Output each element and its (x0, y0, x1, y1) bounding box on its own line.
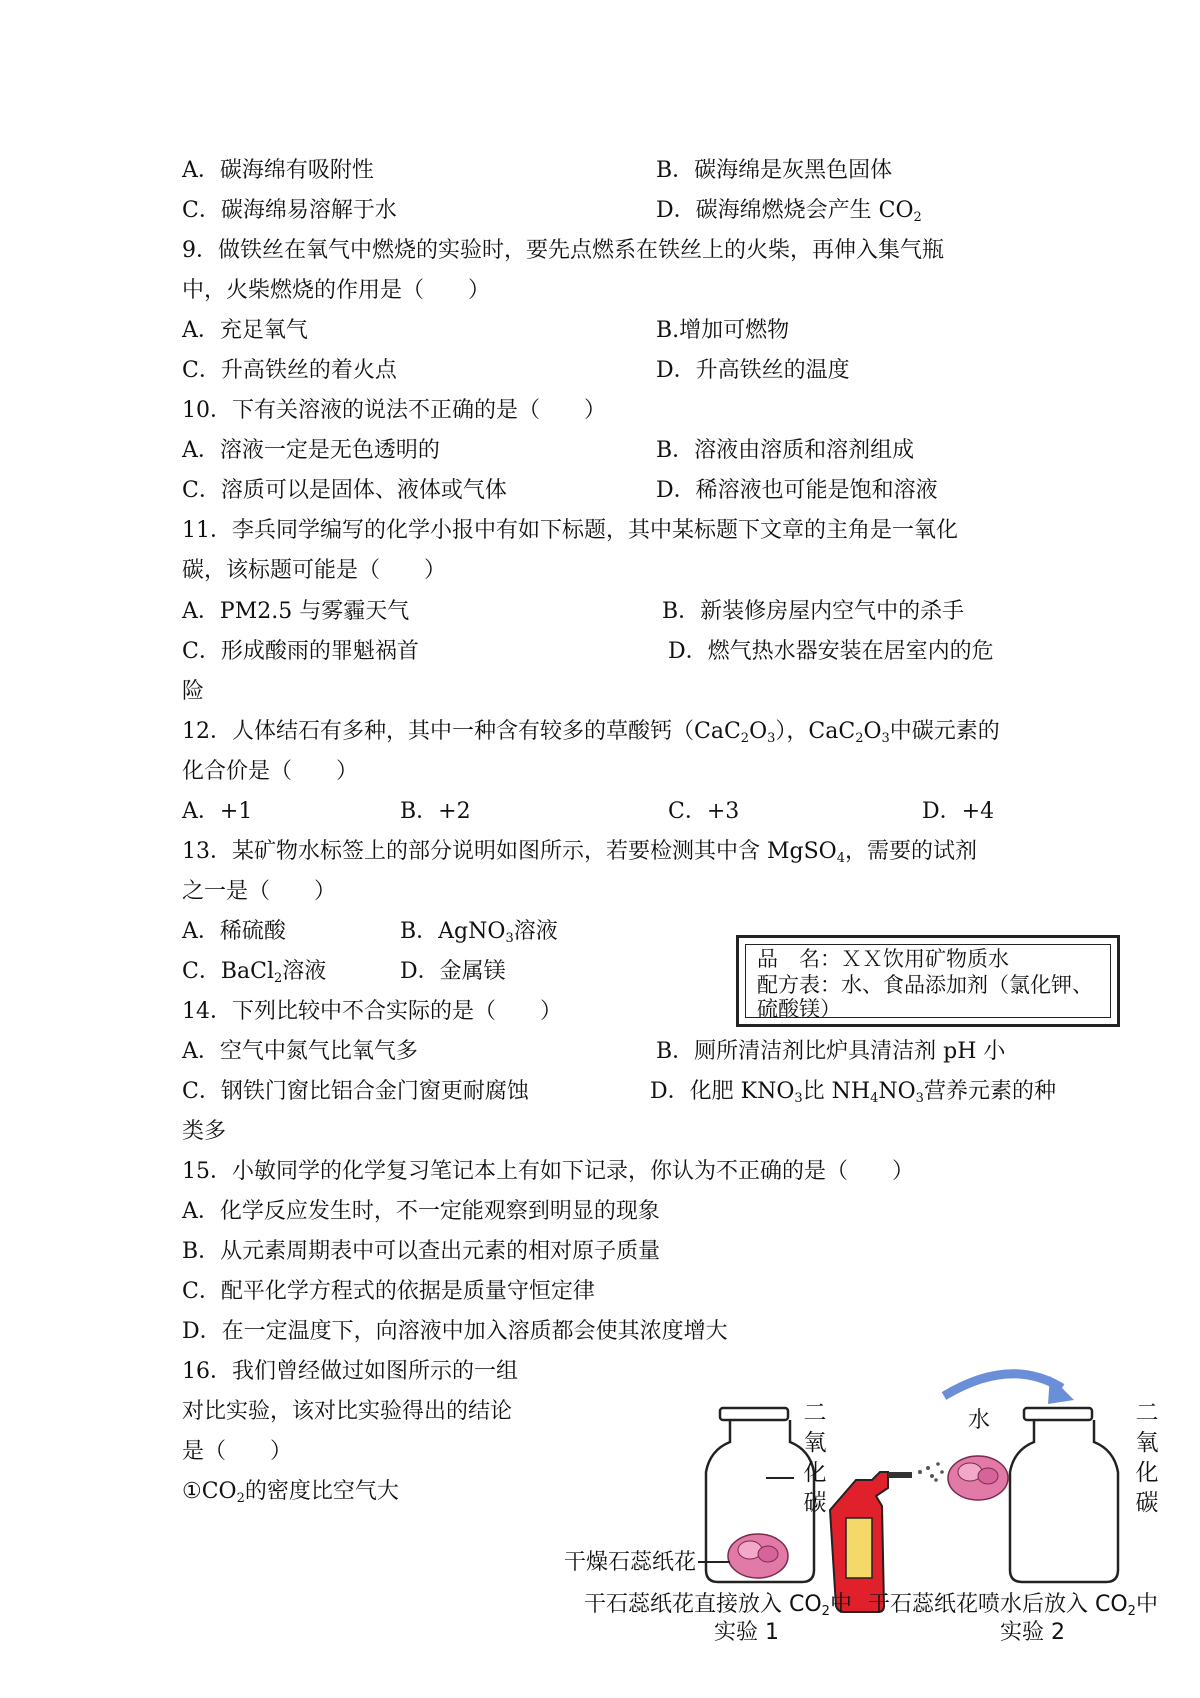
q11-stem-line2: 碳，该标题可能是（ ） (182, 558, 447, 583)
water-label: 水 (968, 1408, 991, 1433)
flower-2 (948, 1456, 1008, 1500)
label-line-1: 品 名：ＸＸ饮用矿物质水 (757, 947, 1009, 971)
spray-mist (918, 1462, 944, 1482)
q11-option-b: B．新装修房屋内空气中的杀手 (662, 599, 965, 624)
q11-option-d-cont: 险 (182, 679, 205, 704)
q10-option-b: B．溶液由溶质和溶剂组成 (656, 438, 915, 463)
q12-option-d: D．+4 (922, 799, 995, 824)
q12-option-c: C．+3 (668, 799, 740, 824)
q9-option-c: C．升高铁丝的着火点 (182, 358, 397, 383)
q12-stem-line2: 化合价是（ ） (182, 759, 359, 784)
label-line-2: 配方表：水、食品添加剂（氯化钾、 (757, 973, 1093, 997)
q9-option-b: B.增加可燃物 (656, 318, 790, 343)
co2-label-jar-1: 二氧化碳 (803, 1400, 827, 1516)
q13-option-d: D．金属镁 (400, 959, 506, 984)
q9-option-d: D．升高铁丝的温度 (656, 358, 850, 383)
q14-option-a: A．空气中氮气比氧气多 (182, 1039, 418, 1064)
q10-option-d: D．稀溶液也可能是饱和溶液 (656, 478, 938, 503)
jar-2 (1010, 1408, 1118, 1582)
experiment-2-label: 实验 2 (1000, 1620, 1065, 1645)
q15-option-d: D．在一定温度下，向溶液中加入溶质都会使其浓度增大 (182, 1319, 728, 1344)
label-line-3: 硫酸镁） (757, 997, 841, 1021)
q9-stem-line2: 中，火柴燃烧的作用是（ ） (182, 278, 491, 303)
co2-label-jar-2: 二氧化碳 (1135, 1400, 1159, 1516)
q8-option-d: D．碳海绵燃烧会产生 $CO_2$ (656, 198, 922, 225)
q13-option-c: C．BaCl$_2$溶液 (182, 959, 327, 986)
q10-option-a: A．溶液一定是无色透明的 (182, 438, 440, 463)
experiment-1-label: 实验 1 (714, 1620, 779, 1645)
curved-arrow-icon (944, 1374, 1074, 1404)
q11-option-a: A．PM2.5 与雾霾天气 (182, 599, 410, 624)
q15-option-b: B．从元素周期表中可以查出元素的相对原子质量 (182, 1239, 661, 1264)
q16-stem-line3: 是（ ） (182, 1439, 293, 1464)
q11-stem-line1: 11．李兵同学编写的化学小报中有如下标题，其中某标题下文章的主角是一氧化 (182, 518, 958, 543)
q14-stem: 14．下列比较中不合实际的是（ ） (182, 999, 562, 1024)
q16-stem-line1: 16．我们曾经做过如图所示的一组 (182, 1359, 518, 1384)
q8-option-a: A．碳海绵有吸附性 (182, 158, 374, 183)
q12-option-b: B．+2 (400, 799, 471, 824)
q13-option-b: B．AgNO$_3$溶液 (400, 919, 558, 946)
dry-flower-label: 干燥石蕊纸花 (564, 1550, 697, 1575)
q16-stem-line2: 对比实验，该对比实验得出的结论 (182, 1399, 513, 1424)
q16-item-1: $①CO_2$的密度比空气大 (182, 1479, 399, 1506)
q9-stem-line1: 9．做铁丝在氧气中燃烧的实验时，要先点燃系在铁丝上的火柴，再伸入集气瓶 (182, 238, 944, 263)
q12-option-a: A．+1 (182, 799, 253, 824)
q10-stem: 10．下有关溶液的说法不正确的是（ ） (182, 398, 606, 423)
q11-option-d: D．燃气热水器安装在居室内的危 (668, 639, 994, 664)
q13-stem-line2: 之一是（ ） (182, 879, 337, 904)
q15-option-a: A．化学反应发生时，不一定能观察到明显的现象 (182, 1199, 660, 1224)
q9-option-a: A．充足氧气 (182, 318, 308, 343)
caption-1: 干石蕊纸花直接放入 $CO_2$中 (584, 1592, 852, 1619)
q12-stem-line1: 12．人体结石有多种，其中一种含有较多的草酸钙$(CaC_2O_3)$，$CaC_2O_3$中碳元素的 (182, 719, 1000, 746)
flower-1 (728, 1534, 788, 1578)
q14-option-d-cont: 类多 (182, 1119, 227, 1144)
q13-stem-line1: 13．某矿物水标签上的部分说明如图所示，若要检测其中含 MgSO$_4$，需要的试剂 (182, 839, 978, 866)
spray-bottle (830, 1472, 912, 1612)
q15-option-c: C．配平化学方程式的依据是质量守恒定律 (182, 1279, 595, 1304)
q8-option-c: C．碳海绵易溶解于水 (182, 198, 397, 223)
q14-option-b: B．厕所清洁剂比炉具清洁剂 pH 小 (656, 1039, 1006, 1064)
q8-option-b: B．碳海绵是灰黑色固体 (656, 158, 893, 183)
q14-option-c: C．钢铁门窗比铝合金门窗更耐腐蚀 (182, 1079, 529, 1104)
q15-stem: 15．小敏同学的化学复习笔记本上有如下记录，你认为不正确的是（ ） (182, 1159, 914, 1184)
q14-option-d: D．化肥 $KNO_3$比 $NH_4NO_3$营养元素的种 (650, 1079, 1056, 1106)
q10-option-c: C．溶质可以是固体、液体或气体 (182, 478, 507, 503)
q11-option-c: C．形成酸雨的罪魁祸首 (182, 639, 419, 664)
caption-2: 干石蕊纸花喷水后放入 $CO_2$中 (868, 1592, 1158, 1619)
q13-option-a: A．稀硫酸 (182, 919, 286, 944)
